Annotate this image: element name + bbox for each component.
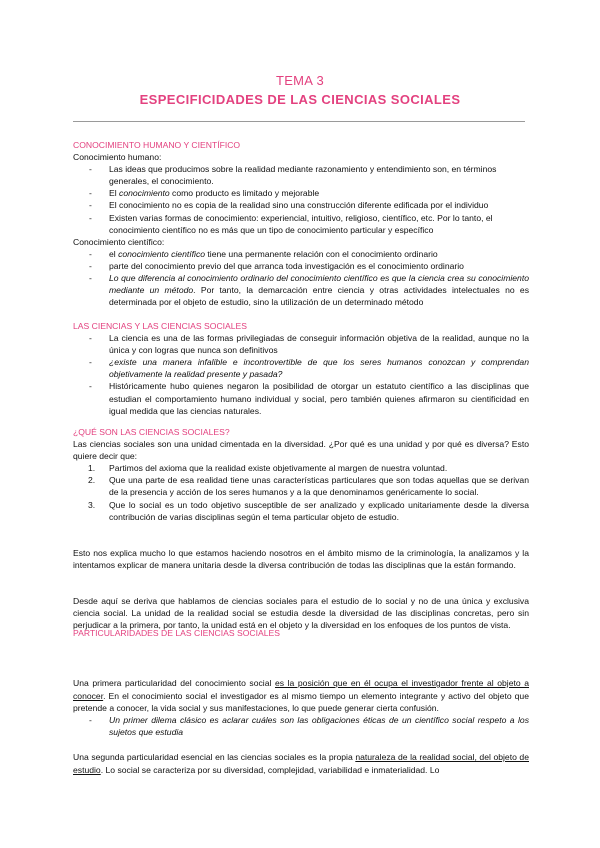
list-item: [73, 272, 529, 308]
paragraph-text: . En el conocimiento social el investigador es al mismo tiempo un elemento integrante y activo del objeto que pretende a conocer, la vida social y sus manifestaciones, lo que puede generar cierta confusión.: [73, 690, 529, 714]
list-item-text: Las ideas que producimos sobre la realidad mediante razonamiento y entendimiento son, en términos generales, el conocimiento.: [109, 164, 497, 187]
list-item: [73, 332, 529, 356]
list-item: [73, 356, 529, 380]
section-particularidades: [73, 627, 529, 639]
chapter-label: TEMA 3: [275, 73, 325, 88]
section-que-son: [73, 426, 529, 523]
paragraph-text: . Lo social se caracteriza por su diversidad, complejidad, variabilidad e inmaterialidad. Lo: [100, 764, 440, 775]
bullet-marker: -: [89, 357, 92, 368]
subsection-label: Conocimiento científico:: [73, 236, 165, 247]
number-marker: 1.: [88, 463, 96, 474]
paragraph-text: Una segunda particularidad esencial en las ciencias sociales es la propia: [73, 752, 356, 762]
paragraph: [73, 751, 529, 776]
list-item-text: como producto es limitado y mejorable: [169, 188, 320, 199]
list-item-text: el: [109, 248, 119, 259]
list-item-text: El conocimiento no es copia de la realidad sino una construcción diferente edificada por el individuo: [109, 200, 489, 211]
list-item: [73, 714, 529, 738]
bullet-marker: -: [89, 715, 92, 725]
bullet-marker: -: [89, 248, 92, 259]
list-item-text: El: [109, 188, 120, 199]
list-item: [73, 260, 529, 272]
underlined-text: naturaleza de la realidad social, del objeto de estudio: [73, 752, 529, 775]
italic-term: conocimiento: [119, 188, 170, 199]
section-heading: ¿QUÉ SON LAS CIENCIAS SOCIALES?: [73, 427, 230, 437]
list-item-text: La ciencia es una de las formas privilegiadas de conseguir información objetiva de la realidad, aunque no la única y con logras que nunca son definitivos: [109, 333, 529, 356]
list-item-text: Un primer dilema clásico es aclarar cuáles son las obligaciones éticas de un científico social respeto a los sujetos que estudia: [109, 715, 529, 738]
paragraph: Desde aquí se deriva que hablamos de ciencias sociales para el estudio de lo social y no de una única y exclusiva ciencia social. La unidad de la realidad social se estudia desde la diversidad de las disciplinas concretas, pero sin perjudicar a la primera, por tanto, la unidad está en el objeto y la diversidad en los enfoques de los puntos de vista.: [73, 596, 529, 631]
list-item-text: Históricamente hubo quienes negaron la posibilidad de otorgar un estatuto científico a las disciplinas que estudian el comportamiento humano individual y social, pero también quienes afirmaron su cientificidad en igual medida que las ciencias naturales.: [109, 381, 529, 416]
paragraph-text: Una primera particularidad del conocimiento social: [73, 678, 275, 688]
list-item: [73, 248, 529, 260]
bullet-marker: -: [89, 164, 92, 175]
list-item-text: Existen varias formas de conocimiento: experiencial, intuitivo, religioso, científico, etc. Por lo tanto, el conocimiento científico no es más que un tipo de conocimiento particular y específico: [109, 212, 493, 235]
section-ciencias: [73, 320, 529, 417]
underlined-text: es la posición que en él ocupa el investigador frente al objeto a conocer: [73, 678, 529, 701]
list-item: [73, 163, 529, 187]
bullet-marker: -: [89, 200, 92, 211]
list-item-text: tiene una permanente relación con el conocimiento ordinario: [205, 248, 438, 259]
list-item-text: Que una parte de esa realidad tiene unas características particulares que son todas aquellas que se derivan de la presencia y acción de los seres humanos y a la que denominamos genéricamente lo social.: [109, 475, 529, 498]
list-item: [73, 187, 529, 199]
list-item-text: Partimos del axioma que la realidad existe objetivamente al margen de nuestra voluntad.: [109, 463, 448, 474]
list-item-text: Que lo social es un todo objetivo susceptible de ser analizado y explicado unitariamente desde la diversa contribución de varias disciplinas según el tema particular objeto de estudio.: [109, 499, 529, 522]
list-item-text: . Por tanto, la demarcación entre ciencia y otras actividades intelectuales no es determinada por el objeto de estudio, sino la utilización de un determinado método: [109, 285, 529, 308]
section-heading: LAS CIENCIAS Y LAS CIENCIAS SOCIALES: [73, 321, 248, 331]
italic-term: conocimiento científico: [118, 248, 206, 259]
section-heading: PARTICULARIDADES DE LAS CIENCIAS SOCIALES: [73, 628, 280, 638]
bullet-marker: -: [89, 260, 92, 271]
paragraph: Las ciencias sociales son una unidad cimentada en la diversidad. ¿Por qué es una unidad y por qué es diversa? Esto quiere decir que:: [73, 439, 529, 462]
subsection-label: Conocimiento humano:: [73, 152, 162, 163]
italic-text: Lo que diferencia al conocimiento ordinario del conocimiento científico es que la ciencia crea su conocimiento mediante un método: [109, 273, 529, 296]
numbered-item: [73, 474, 529, 498]
section-heading: CONOCIMIENTO HUMANO Y CIENTÍFICO: [73, 140, 241, 150]
page-title: ESPECIFICIDADES DE LAS CIENCIAS SOCIALES: [139, 92, 461, 107]
number-marker: 2.: [88, 475, 96, 486]
list-item-text: ¿existe una manera infalible e incontrovertible de que los seres humanos conozcan y comprendan objetivamente la realidad presente y pasada?: [109, 357, 529, 380]
bullet-marker: -: [89, 381, 92, 392]
bullet-marker: -: [89, 333, 92, 344]
numbered-item: [73, 499, 529, 523]
list-item: [73, 212, 529, 236]
numbered-item: [73, 462, 529, 474]
section-conocimiento: [73, 139, 529, 308]
paragraph: [73, 677, 529, 715]
bullet-marker: -: [89, 212, 92, 223]
list-container: [73, 714, 529, 738]
list-item: [73, 199, 529, 211]
number-marker: 3.: [88, 499, 96, 510]
bullet-marker: -: [89, 188, 92, 199]
list-item-text: parte del conocimiento previo del que arranca toda investigación es el conocimiento ordinario: [109, 260, 464, 271]
paragraph: Esto nos explica mucho lo que estamos haciendo nosotros en el ámbito mismo de la criminología, la analizamos y la intentamos explicar de manera unitaria desde la diversa contribución de todas las disciplinas que la están formando.: [73, 548, 529, 571]
title-divider: [73, 121, 525, 122]
list-item: [73, 380, 529, 416]
bullet-marker: -: [89, 273, 92, 284]
